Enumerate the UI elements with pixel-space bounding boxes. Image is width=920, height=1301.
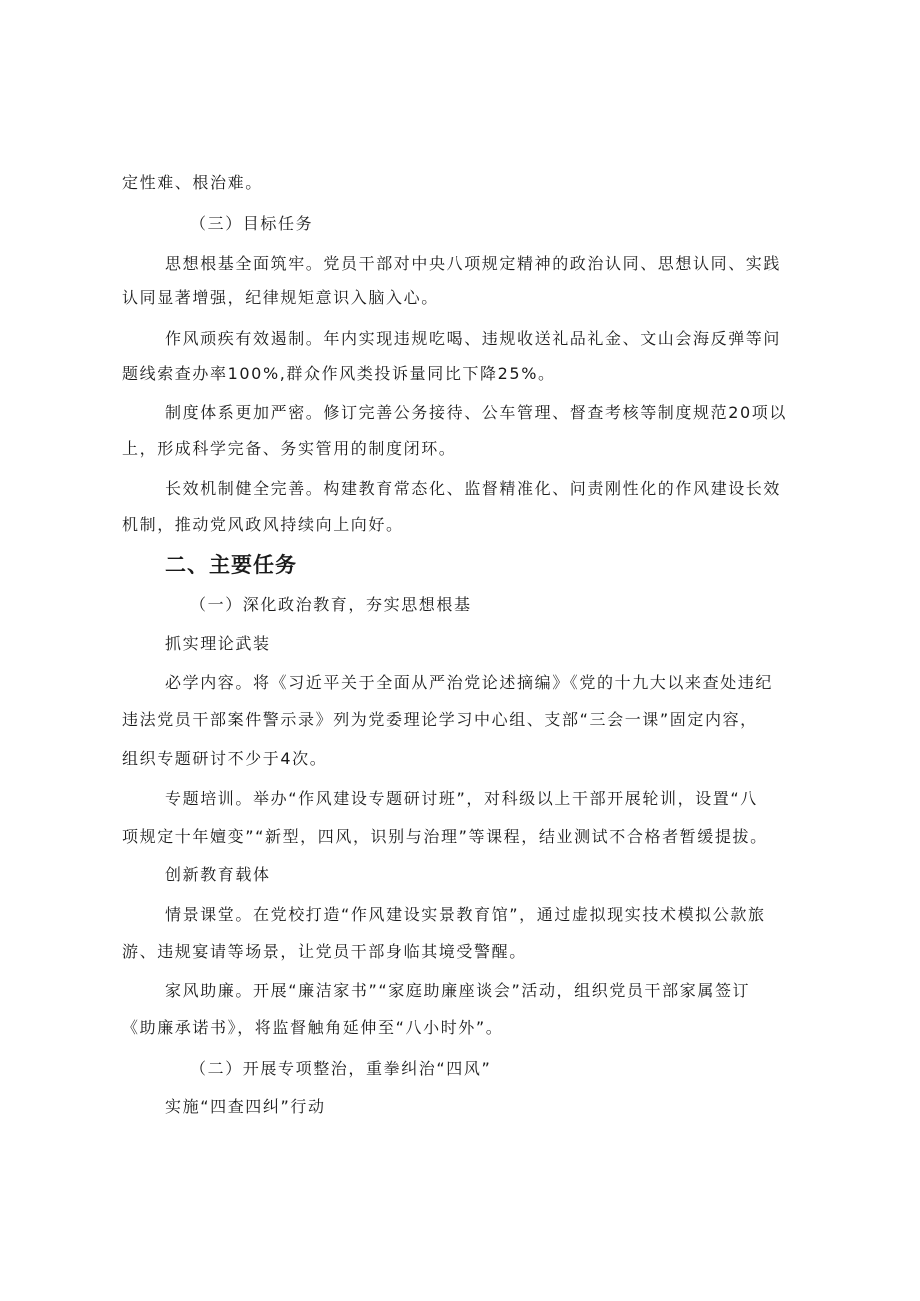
paragraph-line: 家风助廉。开展“廉洁家书”“家庭助廉座谈会”活动，组织党员干部家属签订 <box>165 981 751 1000</box>
paragraph-line: 情景课堂。在党校打造“作风建设实景教育馆”，通过虚拟现实技术模拟公款旅 <box>165 905 766 924</box>
item-heading: 创新教育载体 <box>165 865 271 884</box>
paragraph-line: 上，形成科学完备、务实管用的制度闭环。 <box>122 439 457 458</box>
subsection-heading: （一）深化政治教育，夯实思想根基 <box>190 595 472 614</box>
section-heading: 二、主要任务 <box>165 553 297 577</box>
item-heading: 实施“四查四纠”行动 <box>165 1097 326 1116</box>
paragraph-line: 项规定十年嬗变”“新型，四风，识别与治理”等课程，结业测试不合格者暂缓提拔。 <box>122 827 768 846</box>
subsection-heading: （三）目标任务 <box>190 214 314 233</box>
paragraph-line: 认同显著增强，纪律规矩意识入脑入心。 <box>122 288 439 307</box>
paragraph-line: 组织专题研讨不少于4次。 <box>122 749 328 768</box>
paragraph-line: 思想根基全面筑牢。党员干部对中央八项规定精神的政治认同、思想认同、实践 <box>165 254 782 273</box>
subsection-heading: （二）开展专项整治，重拳纠治“四风” <box>190 1059 492 1078</box>
paragraph-line: 《助廉承诺书》，将监督触角延伸至“八小时外”。 <box>122 1018 504 1037</box>
paragraph-line: 机制，推动党风政风持续向上向好。 <box>122 515 404 534</box>
paragraph-line: 定性难、根治难。 <box>122 173 263 192</box>
paragraph-line: 制度体系更加严密。修订完善公务接待、公车管理、督查考核等制度规范20项以 <box>165 403 787 422</box>
item-heading: 抓实理论武装 <box>165 634 271 653</box>
paragraph-line: 必学内容。将《习近平关于全面从严治党论述摘编》《党的十九大以来查处违纪 <box>165 673 774 692</box>
paragraph-line: 游、违规宴请等场景，让党员干部身临其境受警醒。 <box>122 942 527 961</box>
paragraph-line: 违法党员干部案件警示录》列为党委理论学习中心组、支部“三会一课”固定内容， <box>122 710 758 729</box>
paragraph-line: 专题培训。举办“作风建设专题研讨班”，对科级以上干部开展轮训，设置“八 <box>165 789 758 808</box>
paragraph-line: 长效机制健全完善。构建教育常态化、监督精准化、问责刚性化的作风建设长效 <box>165 479 782 498</box>
paragraph-line: 作风顽疾有效遏制。年内实现违规吃喝、违规收送礼品礼金、文山会海反弹等问 <box>165 329 782 348</box>
paragraph-line: 题线索查办率100%,群众作风类投诉量同比下降25%。 <box>122 364 556 383</box>
